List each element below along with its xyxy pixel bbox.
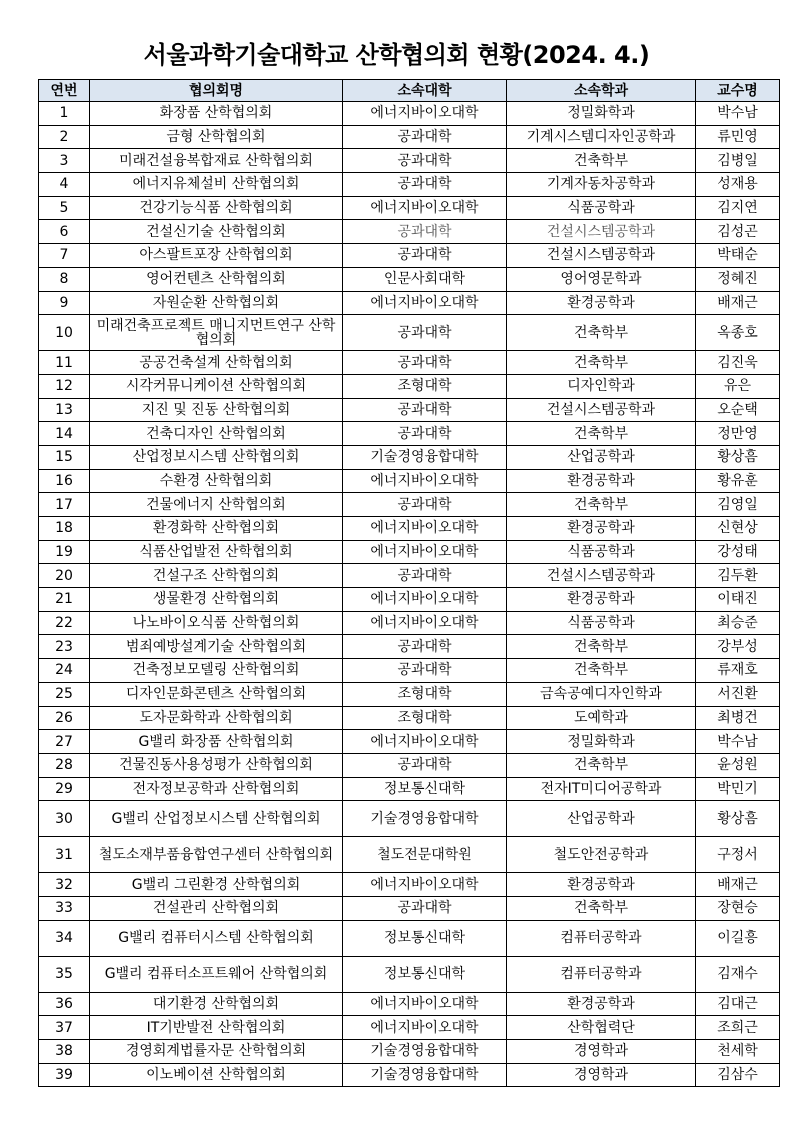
page-title: 서울과학기술대학교 산학협의회 현황(2024. 4.) (143, 41, 650, 69)
table-row (39, 777, 780, 801)
cell-dept: 건설시스템공학과 (507, 398, 696, 422)
table-row (39, 611, 780, 635)
cell-dept: 식품공학과 (507, 196, 696, 220)
cell-dept: 영어영문학과 (507, 267, 696, 291)
cell-prof: 류민영 (696, 125, 780, 149)
cell-prof: 배재근 (696, 291, 780, 315)
cell-no: 23 (39, 635, 90, 659)
cell-college: 공과대학 (343, 896, 507, 920)
cell-name: 건물에너지 산학협의회 (90, 493, 343, 517)
cell-no: 2 (39, 125, 90, 149)
cell-no: 14 (39, 422, 90, 446)
table-row (39, 730, 780, 754)
cell-name: 건물진동사용성평가 산학협의회 (90, 753, 343, 777)
cell-college: 정보통신대학 (343, 956, 507, 992)
table-row (39, 896, 780, 920)
cell-college: 에너지바이오대학 (343, 102, 507, 126)
cell-prof: 김재수 (696, 956, 780, 992)
table-row (39, 445, 780, 469)
cell-dept: 건설시스템공학과 (507, 220, 696, 244)
cell-dept: 환경공학과 (507, 517, 696, 541)
cell-college: 공과대학 (343, 422, 507, 446)
cell-dept: 건설시스템공학과 (507, 564, 696, 588)
cell-no: 1 (39, 102, 90, 126)
cell-prof: 조희근 (696, 1016, 780, 1040)
cell-name: 영어컨텐츠 산학협의회 (90, 267, 343, 291)
cell-prof: 신현상 (696, 517, 780, 541)
cell-college: 기술경영융합대학 (343, 445, 507, 469)
cell-prof: 장현승 (696, 896, 780, 920)
cell-no: 29 (39, 777, 90, 801)
cell-dept: 환경공학과 (507, 588, 696, 612)
table-row (39, 196, 780, 220)
cell-no: 4 (39, 173, 90, 197)
cell-name: 건축정보모델링 산학협의회 (90, 659, 343, 683)
cell-dept: 디자인학과 (507, 374, 696, 398)
cell-college: 에너지바이오대학 (343, 196, 507, 220)
cell-name: 공공건축설계 산학협의회 (90, 351, 343, 375)
cell-name: 산업정보시스템 산학협의회 (90, 445, 343, 469)
table-row (39, 244, 780, 268)
table-row (39, 125, 780, 149)
cell-name: 아스팔트포장 산학협의회 (90, 244, 343, 268)
cell-college: 에너지바이오대학 (343, 517, 507, 541)
table-row (39, 351, 780, 375)
cell-no: 22 (39, 611, 90, 635)
cell-prof: 김성곤 (696, 220, 780, 244)
cell-dept: 건축학부 (507, 493, 696, 517)
cell-name: 건설신기술 산학협의회 (90, 220, 343, 244)
cell-name: 대기환경 산학협의회 (90, 992, 343, 1016)
cell-dept: 환경공학과 (507, 873, 696, 897)
cell-dept: 건축학부 (507, 896, 696, 920)
cell-dept: 건축학부 (507, 351, 696, 375)
cell-college: 정보통신대학 (343, 920, 507, 956)
cell-college: 에너지바이오대학 (343, 873, 507, 897)
cell-no: 25 (39, 682, 90, 706)
cell-dept: 건축학부 (507, 753, 696, 777)
cell-name: G밸리 산업정보시스템 산학협의회 (90, 801, 343, 837)
cell-prof: 김지연 (696, 196, 780, 220)
cell-prof: 강부성 (696, 635, 780, 659)
cell-dept: 경영학과 (507, 1040, 696, 1064)
table-body (39, 102, 780, 1087)
table-row (39, 267, 780, 291)
cell-no: 38 (39, 1040, 90, 1064)
cell-dept: 건축학부 (507, 635, 696, 659)
cell-prof: 김대근 (696, 992, 780, 1016)
cell-no: 39 (39, 1063, 90, 1087)
table-row (39, 753, 780, 777)
cell-prof: 박수남 (696, 730, 780, 754)
table-row (39, 588, 780, 612)
cell-college: 에너지바이오대학 (343, 992, 507, 1016)
cell-college: 공과대학 (343, 315, 507, 351)
cell-no: 26 (39, 706, 90, 730)
cell-name: 전자정보공학과 산학협의회 (90, 777, 343, 801)
cell-name: 건설구조 산학협의회 (90, 564, 343, 588)
table-row (39, 920, 780, 956)
cell-prof: 최승준 (696, 611, 780, 635)
cell-name: 지진 및 진동 산학협의회 (90, 398, 343, 422)
cell-prof: 김두환 (696, 564, 780, 588)
header-no: 연번 (39, 80, 90, 102)
cell-prof: 옥종호 (696, 315, 780, 351)
cell-no: 9 (39, 291, 90, 315)
cell-name: 미래건축프로젝트 매니지먼트연구 산학협의회 (90, 315, 343, 351)
cell-college: 에너지바이오대학 (343, 1016, 507, 1040)
cell-dept: 경영학과 (507, 1063, 696, 1087)
cell-no: 37 (39, 1016, 90, 1040)
cell-dept: 컴퓨터공학과 (507, 920, 696, 956)
table-row (39, 493, 780, 517)
cell-name: 수환경 산학협의회 (90, 469, 343, 493)
table-row (39, 540, 780, 564)
cell-name: G밸리 컴퓨터소프트웨어 산학협의회 (90, 956, 343, 992)
table-row (39, 564, 780, 588)
cell-no: 19 (39, 540, 90, 564)
cell-dept: 건축학부 (507, 149, 696, 173)
cell-name: 범죄예방설계기술 산학협의회 (90, 635, 343, 659)
cell-dept: 건축학부 (507, 422, 696, 446)
cell-name: 생물환경 산학협의회 (90, 588, 343, 612)
table-row (39, 635, 780, 659)
cell-college: 철도전문대학원 (343, 837, 507, 873)
cell-college: 공과대학 (343, 493, 507, 517)
cell-no: 31 (39, 837, 90, 873)
cell-dept: 건축학부 (507, 659, 696, 683)
cell-dept: 환경공학과 (507, 291, 696, 315)
header-dept: 소속학과 (507, 80, 696, 102)
cell-college: 공과대학 (343, 244, 507, 268)
cell-dept: 정밀화학과 (507, 102, 696, 126)
cell-dept: 컴퓨터공학과 (507, 956, 696, 992)
table-row (39, 956, 780, 992)
table-row (39, 291, 780, 315)
cell-name: 디자인문화콘텐츠 산학협의회 (90, 682, 343, 706)
cell-name: 식품산업발전 산학협의회 (90, 540, 343, 564)
cell-name: 건축디자인 산학협의회 (90, 422, 343, 446)
cell-college: 에너지바이오대학 (343, 730, 507, 754)
cell-prof: 이태진 (696, 588, 780, 612)
cell-no: 15 (39, 445, 90, 469)
cell-dept: 도예학과 (507, 706, 696, 730)
cell-dept: 정밀화학과 (507, 730, 696, 754)
cell-prof: 정혜진 (696, 267, 780, 291)
cell-no: 34 (39, 920, 90, 956)
table-row (39, 517, 780, 541)
cell-dept: 금속공예디자인학과 (507, 682, 696, 706)
cell-college: 에너지바이오대학 (343, 291, 507, 315)
cell-no: 20 (39, 564, 90, 588)
cell-no: 6 (39, 220, 90, 244)
cell-prof: 윤성원 (696, 753, 780, 777)
cell-name: 자원순환 산학협의회 (90, 291, 343, 315)
cell-college: 에너지바이오대학 (343, 540, 507, 564)
cell-college: 기술경영융합대학 (343, 1063, 507, 1087)
cell-name: 나노바이오식품 산학협의회 (90, 611, 343, 635)
cell-dept: 식품공학과 (507, 540, 696, 564)
cell-dept: 환경공학과 (507, 469, 696, 493)
table-row (39, 220, 780, 244)
cell-college: 정보통신대학 (343, 777, 507, 801)
table-row (39, 173, 780, 197)
table-row (39, 801, 780, 837)
cell-prof: 황상흠 (696, 801, 780, 837)
table-row (39, 374, 780, 398)
table-row (39, 149, 780, 173)
cell-college: 조형대학 (343, 374, 507, 398)
cell-prof: 박태순 (696, 244, 780, 268)
cell-name: 화장품 산학협의회 (90, 102, 343, 126)
cell-prof: 김삼수 (696, 1063, 780, 1087)
cell-name: 미래건설융복합재료 산학협의회 (90, 149, 343, 173)
cell-no: 18 (39, 517, 90, 541)
table-row (39, 315, 780, 351)
table-row (39, 1040, 780, 1064)
cell-prof: 최병건 (696, 706, 780, 730)
cell-college: 공과대학 (343, 149, 507, 173)
header-name: 협의회명 (90, 80, 343, 102)
cell-college: 에너지바이오대학 (343, 588, 507, 612)
cell-no: 21 (39, 588, 90, 612)
table-row (39, 102, 780, 126)
table-row (39, 1063, 780, 1087)
table-row (39, 469, 780, 493)
cell-no: 12 (39, 374, 90, 398)
cell-college: 기술경영융합대학 (343, 1040, 507, 1064)
cell-dept: 산업공학과 (507, 801, 696, 837)
cell-prof: 구정서 (696, 837, 780, 873)
table-row (39, 398, 780, 422)
cell-name: IT기반발전 산학협의회 (90, 1016, 343, 1040)
cell-no: 13 (39, 398, 90, 422)
cell-no: 10 (39, 315, 90, 351)
cell-college: 공과대학 (343, 635, 507, 659)
cell-name: 에너지유체설비 산학협의회 (90, 173, 343, 197)
cell-prof: 김영일 (696, 493, 780, 517)
header-college: 소속대학 (343, 80, 507, 102)
table-header-row (39, 80, 780, 102)
cell-no: 7 (39, 244, 90, 268)
cell-college: 공과대학 (343, 398, 507, 422)
cell-name: 경영회계법률자문 산학협의회 (90, 1040, 343, 1064)
cell-prof: 박민기 (696, 777, 780, 801)
table-row (39, 706, 780, 730)
cell-prof: 배재근 (696, 873, 780, 897)
cell-no: 8 (39, 267, 90, 291)
cell-no: 5 (39, 196, 90, 220)
cell-prof: 박수남 (696, 102, 780, 126)
cell-no: 32 (39, 873, 90, 897)
cell-name: 도자문화학과 산학협의회 (90, 706, 343, 730)
cell-college: 공과대학 (343, 351, 507, 375)
cell-dept: 산업공학과 (507, 445, 696, 469)
cell-dept: 건설시스템공학과 (507, 244, 696, 268)
cell-name: 시각커뮤니케이션 산학협의회 (90, 374, 343, 398)
cell-name: G밸리 화장품 산학협의회 (90, 730, 343, 754)
header-prof: 교수명 (696, 80, 780, 102)
cell-prof: 황유훈 (696, 469, 780, 493)
cell-college: 기술경영융합대학 (343, 801, 507, 837)
cell-dept: 산학협력단 (507, 1016, 696, 1040)
table-row (39, 659, 780, 683)
cell-no: 17 (39, 493, 90, 517)
cell-no: 28 (39, 753, 90, 777)
cell-no: 27 (39, 730, 90, 754)
cell-college: 인문사회대학 (343, 267, 507, 291)
cell-college: 공과대학 (343, 125, 507, 149)
cell-prof: 김병일 (696, 149, 780, 173)
cell-name: G밸리 컴퓨터시스템 산학협의회 (90, 920, 343, 956)
cell-dept: 전자IT미디어공학과 (507, 777, 696, 801)
cell-college: 조형대학 (343, 706, 507, 730)
cell-college: 에너지바이오대학 (343, 611, 507, 635)
cell-college: 공과대학 (343, 753, 507, 777)
cell-prof: 오순택 (696, 398, 780, 422)
cell-name: 철도소재부품융합연구센터 산학협의회 (90, 837, 343, 873)
cell-dept: 철도안전공학과 (507, 837, 696, 873)
cell-no: 33 (39, 896, 90, 920)
cell-name: 건강기능식품 산학협의회 (90, 196, 343, 220)
cell-prof: 유은 (696, 374, 780, 398)
cell-dept: 기계시스템디자인공학과 (507, 125, 696, 149)
cell-prof: 성재용 (696, 173, 780, 197)
cell-college: 공과대학 (343, 173, 507, 197)
cell-no: 36 (39, 992, 90, 1016)
cell-no: 16 (39, 469, 90, 493)
cell-prof: 강성태 (696, 540, 780, 564)
cell-no: 30 (39, 801, 90, 837)
cell-no: 3 (39, 149, 90, 173)
table-row (39, 992, 780, 1016)
cell-college: 조형대학 (343, 682, 507, 706)
cell-college: 공과대학 (343, 564, 507, 588)
cell-dept: 기계자동차공학과 (507, 173, 696, 197)
cell-college: 공과대학 (343, 659, 507, 683)
cell-dept: 식품공학과 (507, 611, 696, 635)
cell-dept: 건축학부 (507, 315, 696, 351)
table-row (39, 422, 780, 446)
cell-name: G밸리 그린환경 산학협의회 (90, 873, 343, 897)
cell-no: 24 (39, 659, 90, 683)
cell-name: 금형 산학협의회 (90, 125, 343, 149)
cell-prof: 천세학 (696, 1040, 780, 1064)
council-table (38, 79, 780, 1087)
cell-name: 건설관리 산학협의회 (90, 896, 343, 920)
cell-no: 11 (39, 351, 90, 375)
cell-name: 환경화학 산학협의회 (90, 517, 343, 541)
table-row (39, 837, 780, 873)
cell-prof: 정만영 (696, 422, 780, 446)
cell-no: 35 (39, 956, 90, 992)
table-row (39, 682, 780, 706)
cell-prof: 김진욱 (696, 351, 780, 375)
cell-dept: 환경공학과 (507, 992, 696, 1016)
table-row (39, 1016, 780, 1040)
cell-prof: 황상흠 (696, 445, 780, 469)
cell-college: 에너지바이오대학 (343, 469, 507, 493)
table-row (39, 873, 780, 897)
cell-prof: 서진환 (696, 682, 780, 706)
cell-prof: 이길흥 (696, 920, 780, 956)
cell-name: 이노베이션 산학협의회 (90, 1063, 343, 1087)
cell-prof: 류재호 (696, 659, 780, 683)
cell-college: 공과대학 (343, 220, 507, 244)
